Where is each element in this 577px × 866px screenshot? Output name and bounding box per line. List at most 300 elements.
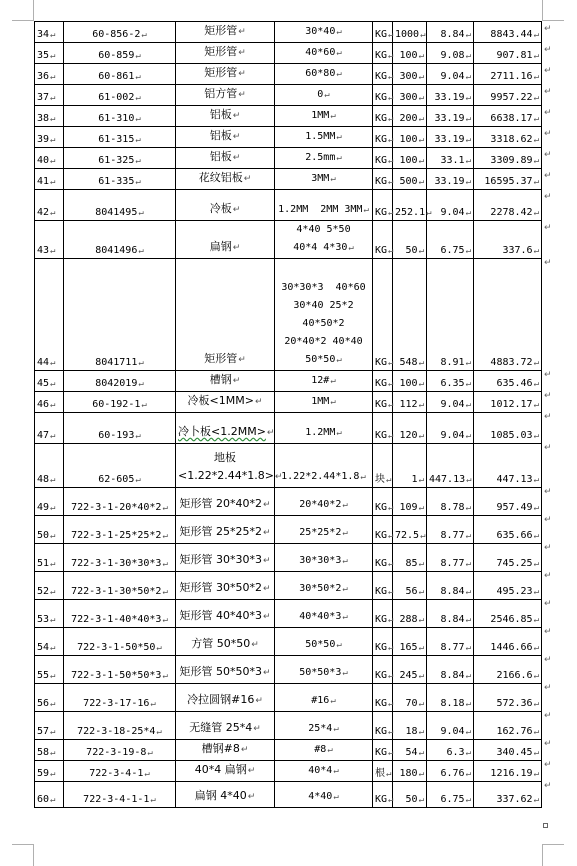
- cell-end-mark: ↵: [330, 397, 336, 407]
- cell-text: 957.49: [496, 502, 533, 513]
- quantity-cell: [393, 106, 427, 127]
- cell-end-mark: ↵: [465, 587, 471, 597]
- cell-text: KG: [375, 726, 388, 737]
- amount-cell: [474, 413, 542, 444]
- cell-text: KG: [375, 794, 388, 805]
- cell-end-mark: ↵: [50, 748, 56, 758]
- spec-line: [277, 741, 370, 759]
- item-name-cell: [176, 22, 275, 43]
- spec-cell: [275, 392, 373, 413]
- cell-end-mark: ↵: [388, 246, 394, 256]
- unit-price-cell: [427, 712, 474, 740]
- row-end-mark: ↵: [544, 710, 552, 721]
- cell-text: 1012.17: [490, 399, 533, 410]
- row-end-mark: ↵: [544, 780, 552, 791]
- cell-end-mark: ↵: [156, 643, 162, 653]
- cell-end-mark: ↵: [141, 400, 147, 410]
- cell-text: 9.04: [440, 71, 465, 82]
- crop-mark: [12, 20, 33, 21]
- item-name-cell: [176, 259, 275, 371]
- cell-text: KG: [375, 245, 388, 256]
- unit-price-cell: [427, 572, 474, 600]
- cell-end-mark: ↵: [388, 748, 394, 758]
- item-name-cell: [176, 444, 283, 488]
- spec-cell: [275, 169, 373, 190]
- unit-cell: [373, 221, 393, 259]
- item-code-cell: [64, 572, 176, 600]
- unit-price-cell: [427, 413, 474, 444]
- quantity-cell: [393, 740, 427, 761]
- spec-line: [277, 496, 370, 514]
- quantity-cell: [393, 628, 427, 656]
- cell-end-mark: ↵: [533, 379, 539, 389]
- spec-line: [277, 107, 370, 125]
- cell-text: 8.84: [440, 586, 465, 597]
- cell-end-mark: ↵: [342, 528, 348, 538]
- name-line: [178, 148, 272, 167]
- cell-text: KG: [375, 586, 388, 597]
- table-body: [35, 22, 542, 808]
- cell-end-mark: ↵: [162, 671, 168, 681]
- table-row: [35, 740, 542, 761]
- table-row: [35, 516, 542, 544]
- cell-end-mark: ↵: [388, 643, 394, 653]
- cell-text: 矩形管 30*30*3: [179, 553, 262, 566]
- cell-text: 8.84: [440, 614, 465, 625]
- row-number-cell: [35, 85, 64, 106]
- row-end-mark: ↵: [544, 682, 552, 693]
- cell-text: 6638.17: [490, 113, 533, 124]
- cell-end-mark: ↵: [420, 30, 426, 40]
- cell-text: 30*30*3 40*60: [281, 282, 366, 293]
- amount-cell: [474, 761, 542, 782]
- spec-line: [277, 788, 370, 806]
- item-code-cell: [64, 169, 176, 190]
- quantity-cell: [393, 190, 432, 221]
- quantity-cell: [393, 656, 427, 684]
- cell-end-mark: ↵: [418, 795, 424, 805]
- row-number-cell: [35, 43, 64, 64]
- cell-text: 100: [399, 378, 418, 389]
- cell-text: 43: [37, 245, 50, 256]
- cell-text: 722-3-19-8: [86, 747, 147, 758]
- cell-end-mark: ↵: [418, 559, 424, 569]
- cell-text: 30*40 25*2: [293, 300, 354, 311]
- cell-end-mark: ↵: [465, 400, 471, 410]
- crop-mark: [12, 844, 33, 845]
- unit-cell: [373, 516, 393, 544]
- cell-text: 340.45: [496, 747, 533, 758]
- cell-text: 337.62: [496, 794, 533, 805]
- quantity-cell: [393, 43, 427, 64]
- cell-end-mark: ↵: [232, 153, 241, 163]
- unit-cell: [373, 544, 393, 572]
- item-name-cell: [176, 628, 275, 656]
- cell-end-mark: ↵: [388, 531, 394, 541]
- cell-text: 50: [405, 245, 418, 256]
- cell-text: 34: [37, 29, 50, 40]
- cell-text: 8041495: [95, 207, 138, 218]
- spec-cell: [275, 628, 373, 656]
- amount-cell: [474, 221, 542, 259]
- name-line: [178, 787, 272, 806]
- cell-end-mark: ↵: [266, 428, 275, 438]
- table-row: [35, 684, 542, 712]
- spec-cell: [275, 106, 373, 127]
- spec-cell: [275, 782, 373, 808]
- spec-cell: [275, 148, 373, 169]
- cell-end-mark: ↵: [388, 727, 394, 737]
- cell-text: 722-3-1-25*25*2: [71, 530, 162, 541]
- cell-end-mark: ↵: [50, 531, 56, 541]
- cell-text: 50: [405, 794, 418, 805]
- cell-text: 矩形管 25*25*2: [179, 525, 262, 538]
- cell-end-mark: ↵: [135, 431, 141, 441]
- cell-text: 1MM: [311, 396, 330, 407]
- cell-text: 722-3-1-50*50: [77, 642, 156, 653]
- cell-end-mark: ↵: [360, 472, 366, 482]
- cell-end-mark: ↵: [50, 643, 56, 653]
- cell-end-mark: ↵: [465, 559, 471, 569]
- unit-price-cell: [427, 392, 474, 413]
- cell-end-mark: ↵: [465, 72, 471, 82]
- unit-price-cell: [427, 106, 474, 127]
- cell-end-mark: ↵: [240, 745, 249, 755]
- cell-end-mark: ↵: [162, 503, 168, 513]
- quantity-cell: [393, 392, 427, 413]
- row-end-mark: ↵: [544, 486, 552, 497]
- amount-cell: [474, 85, 542, 106]
- cell-end-mark: ↵: [238, 27, 246, 37]
- cell-end-mark: ↵: [465, 615, 471, 625]
- spec-cell: [275, 656, 373, 684]
- cell-end-mark: ↵: [465, 246, 471, 256]
- cell-end-mark: ↵: [533, 699, 539, 709]
- cell-text: KG: [375, 530, 388, 541]
- cell-text: 1000: [395, 29, 420, 40]
- cell-text: 58: [37, 747, 50, 758]
- cell-text: 44: [37, 357, 50, 368]
- table-row: [35, 371, 542, 392]
- cell-end-mark: ↵: [232, 376, 241, 386]
- cell-text: 200: [399, 113, 418, 124]
- table-row: [35, 127, 542, 148]
- cell-text: 6.75: [440, 794, 465, 805]
- cell-text: 1: [411, 474, 418, 485]
- quantity-cell: [393, 148, 427, 169]
- cell-end-mark: ↵: [418, 615, 424, 625]
- name-line: [178, 350, 272, 369]
- row-end-mark: ↵: [544, 149, 552, 160]
- item-code-cell: [64, 85, 176, 106]
- cell-end-mark: ↵: [533, 51, 539, 61]
- cell-end-mark: ↵: [533, 431, 539, 441]
- cell-text: 6.76: [440, 768, 465, 779]
- cell-text: 2.5mm: [305, 152, 336, 163]
- spec-cell: [275, 221, 373, 259]
- item-name-cell: [176, 169, 275, 190]
- cell-text: 槽钢#8: [201, 742, 240, 755]
- row-number-cell: [35, 106, 64, 127]
- cell-end-mark: ↵: [388, 208, 394, 218]
- row-number-cell: [35, 371, 64, 392]
- cell-text: 722-3-18-25*4: [77, 726, 156, 737]
- cell-text: 100: [399, 50, 418, 61]
- cell-end-mark: ↵: [342, 584, 348, 594]
- amount-cell: [474, 127, 542, 148]
- quantity-cell: [393, 761, 427, 782]
- row-number-cell: [35, 392, 64, 413]
- cell-end-mark: ↵: [50, 72, 56, 82]
- unit-cell: [373, 444, 393, 488]
- unit-price-cell: [427, 628, 474, 656]
- unit-cell: [373, 740, 393, 761]
- cell-text: 8843.44: [490, 29, 533, 40]
- cell-end-mark: ↵: [162, 615, 168, 625]
- row-number-cell: [35, 516, 64, 544]
- cell-end-mark: ↵: [426, 208, 432, 218]
- cell-text: 冷拉圆钢#16: [187, 693, 255, 706]
- spec-line: [277, 23, 370, 41]
- table-row: [35, 544, 542, 572]
- row-end-mark: ↵: [544, 128, 552, 139]
- item-name-cell: [176, 516, 275, 544]
- cell-end-mark: ↵: [327, 745, 333, 755]
- cell-end-mark: ↵: [418, 587, 424, 597]
- unit-cell: [373, 782, 393, 808]
- cell-text: 572.36: [496, 698, 533, 709]
- cell-end-mark: ↵: [465, 699, 471, 709]
- cell-end-mark: ↵: [243, 174, 252, 184]
- amount-cell: [474, 684, 542, 712]
- cell-end-mark: ↵: [533, 727, 539, 737]
- unit-cell: [373, 656, 393, 684]
- row-number-cell: [35, 444, 64, 488]
- spec-cell: [275, 761, 373, 782]
- cell-end-mark: ↵: [465, 51, 471, 61]
- cell-end-mark: ↵: [135, 135, 141, 145]
- table-row: [35, 782, 542, 808]
- cell-text: 35: [37, 50, 50, 61]
- spec-cell: [275, 600, 373, 628]
- cell-end-mark: ↵: [50, 503, 56, 513]
- cell-text: 3309.89: [490, 155, 533, 166]
- materials-table: [34, 21, 542, 808]
- cell-end-mark: ↵: [388, 559, 394, 569]
- cell-text: 1446.66: [490, 642, 533, 653]
- cell-end-mark: ↵: [348, 243, 354, 253]
- unit-cell: [373, 127, 393, 148]
- cell-text: 20*40*2 40*40: [284, 336, 363, 347]
- row-end-mark: ↵: [544, 222, 552, 233]
- cell-end-mark: ↵: [324, 90, 330, 100]
- unit-price-cell: [427, 221, 474, 259]
- row-number-cell: [35, 628, 64, 656]
- cell-text: 45: [37, 378, 50, 389]
- cell-text: 铝板: [209, 129, 232, 142]
- cell-text: 花纹铝板: [198, 171, 243, 184]
- cell-end-mark: ↵: [388, 156, 394, 166]
- cell-end-mark: ↵: [363, 205, 369, 215]
- cell-text: 40*50*2: [302, 318, 345, 329]
- row-number-cell: [35, 544, 64, 572]
- cell-text: 180: [399, 768, 418, 779]
- item-name-cell: [176, 782, 275, 808]
- cell-text: 54: [37, 642, 50, 653]
- cell-end-mark: ↵: [50, 699, 56, 709]
- row-number-cell: [35, 712, 64, 740]
- cell-text: 6.75: [440, 245, 465, 256]
- table-row: [35, 712, 542, 740]
- cell-text: 8042019: [95, 378, 138, 389]
- item-name-cell: [176, 106, 275, 127]
- name-line: [178, 423, 275, 442]
- item-name-cell: [176, 371, 275, 392]
- item-name-cell: [176, 740, 275, 761]
- cell-end-mark: ↵: [50, 769, 56, 779]
- table-row: [35, 392, 542, 413]
- unit-price-cell: [427, 22, 474, 43]
- cell-end-mark: ↵: [336, 27, 342, 37]
- spec-cell: [275, 544, 373, 572]
- spec-cell: [275, 85, 373, 106]
- cell-end-mark: ↵: [336, 153, 342, 163]
- cell-text: KG: [375, 430, 388, 441]
- cell-text: 8.77: [440, 642, 465, 653]
- item-code-cell: [64, 516, 176, 544]
- name-line: [178, 607, 272, 626]
- cell-end-mark: ↵: [138, 208, 144, 218]
- cell-end-mark: ↵: [50, 795, 56, 805]
- crop-mark: [33, 0, 34, 21]
- name-line: [178, 740, 272, 759]
- name-line: [178, 523, 272, 542]
- cell-text: 56: [405, 586, 418, 597]
- name-line: [178, 200, 272, 219]
- amount-cell: [474, 488, 542, 516]
- cell-text: 扁钢 4*40: [194, 789, 247, 802]
- cell-text: 矩形管: [204, 24, 238, 37]
- item-code-cell: [64, 22, 176, 43]
- cell-text: 9.04: [440, 726, 465, 737]
- unit-price-cell: [427, 516, 474, 544]
- cell-end-mark: ↵: [342, 500, 348, 510]
- cell-text: 矩形管: [204, 45, 238, 58]
- item-code-cell: [64, 684, 176, 712]
- amount-cell: [474, 444, 542, 488]
- cell-text: 60-192-1: [92, 399, 141, 410]
- cell-text: 500: [399, 176, 418, 187]
- cell-end-mark: ↵: [336, 640, 342, 650]
- cell-end-mark: ↵: [388, 587, 394, 597]
- amount-cell: [474, 656, 542, 684]
- crop-mark: [33, 844, 34, 866]
- cell-end-mark: ↵: [147, 748, 153, 758]
- cell-text: 57: [37, 726, 50, 737]
- cell-text: KG: [375, 50, 388, 61]
- cell-text: 8.18: [440, 698, 465, 709]
- cell-end-mark: ↵: [465, 769, 471, 779]
- row-number-cell: [35, 600, 64, 628]
- cell-end-mark: ↵: [533, 559, 539, 569]
- cell-end-mark: ↵: [533, 72, 539, 82]
- spec-cell: [275, 127, 373, 148]
- spec-line: [277, 608, 370, 626]
- row-end-mark: ↵: [544, 86, 552, 97]
- cell-text: 4*40 5*50: [296, 224, 351, 235]
- spec-line: [277, 762, 370, 780]
- item-code-cell: [64, 148, 176, 169]
- table-row: [35, 761, 542, 782]
- row-end-mark: ↵: [544, 191, 552, 202]
- cell-text: 根: [375, 768, 385, 779]
- cell-text: 109: [399, 502, 418, 513]
- unit-cell: [373, 712, 393, 740]
- cell-end-mark: ↵: [50, 156, 56, 166]
- cell-text: 300: [399, 71, 418, 82]
- cell-end-mark: ↵: [533, 503, 539, 513]
- cell-end-mark: ↵: [418, 699, 424, 709]
- cell-text: 9957.22: [490, 92, 533, 103]
- name-line: [178, 169, 272, 188]
- item-name-cell: [176, 544, 275, 572]
- cell-end-mark: ↵: [388, 431, 394, 441]
- item-name-cell: [176, 488, 275, 516]
- unit-cell: [373, 169, 393, 190]
- cell-text: KG: [375, 155, 388, 166]
- cell-end-mark: ↵: [465, 30, 471, 40]
- cell-end-mark: ↵: [418, 246, 424, 256]
- cell-end-mark: ↵: [465, 114, 471, 124]
- unit-cell: [373, 761, 393, 782]
- amount-cell: [474, 782, 542, 808]
- cell-text: 9.04: [440, 430, 465, 441]
- cell-text: 矩形管 30*50*2: [179, 581, 262, 594]
- spec-cell: [275, 64, 373, 85]
- row-number-cell: [35, 413, 64, 444]
- table-row: [35, 628, 542, 656]
- quantity-cell: [393, 572, 427, 600]
- item-name-cell: [176, 761, 275, 782]
- item-name-cell: [176, 392, 275, 413]
- cell-text: 6.3: [446, 747, 465, 758]
- quantity-cell: [393, 413, 427, 444]
- cell-end-mark: ↵: [418, 72, 424, 82]
- spec-line: [277, 552, 370, 570]
- name-line: [178, 392, 272, 411]
- amount-cell: [474, 190, 542, 221]
- table-row: [35, 221, 542, 259]
- cell-text: 722-3-1-40*40*3: [71, 614, 162, 625]
- unit-cell: [373, 148, 393, 169]
- cell-text: 162.76: [496, 726, 533, 737]
- item-code-cell: [64, 43, 176, 64]
- cell-text: 548: [399, 357, 418, 368]
- crop-mark: [542, 844, 543, 866]
- cell-text: 39: [37, 134, 50, 145]
- cell-text: 447.13: [496, 474, 533, 485]
- name-line: [178, 663, 272, 682]
- unit-price-cell: [427, 761, 474, 782]
- cell-text: 40*4: [308, 765, 333, 776]
- spec-line: [277, 221, 370, 239]
- cell-end-mark: ↵: [254, 397, 263, 407]
- cell-text: 61-335: [98, 176, 135, 187]
- cell-text: 33.19: [434, 176, 465, 187]
- cell-end-mark: ↵: [141, 30, 147, 40]
- item-code-cell: [64, 259, 176, 371]
- cell-text: 40*4 4*30: [293, 242, 348, 253]
